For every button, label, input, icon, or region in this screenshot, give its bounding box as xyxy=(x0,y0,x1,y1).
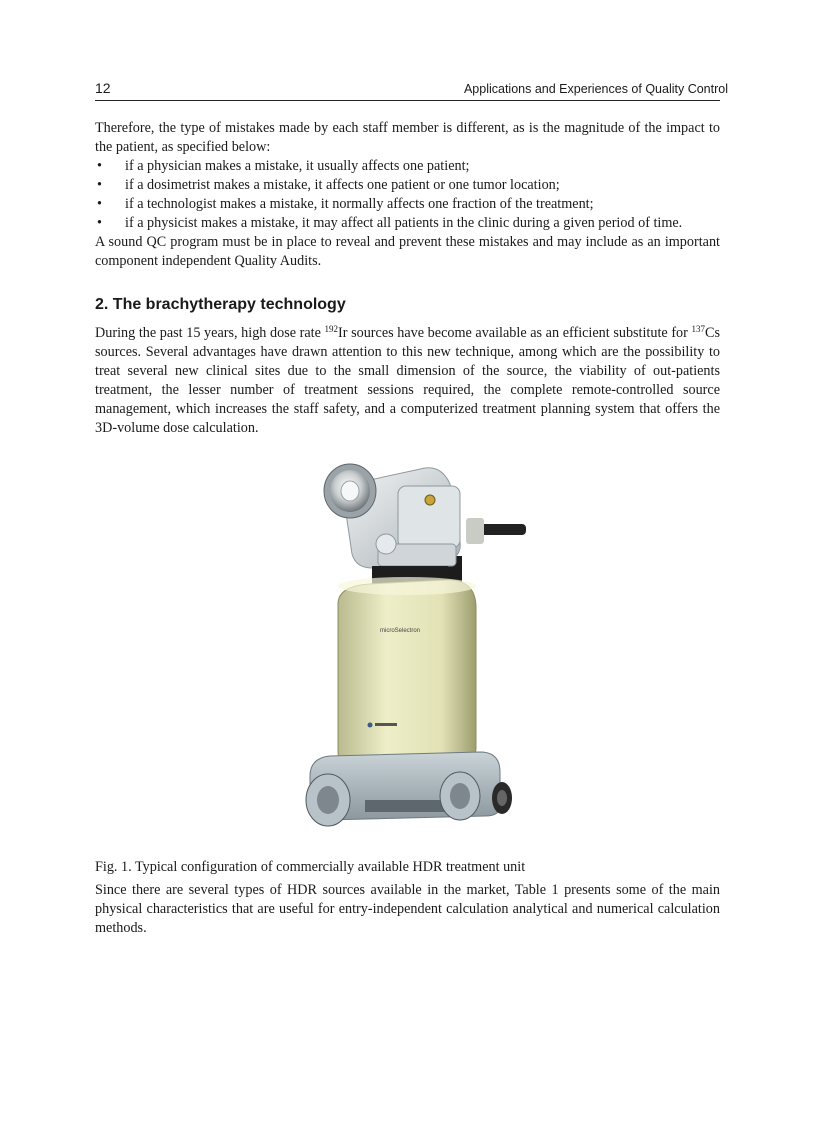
closing-paragraph: Since there are several types of HDR sources available in the market, Table 1 presents some of the main physical characteristics that are useful for entry-independent calculation analytical and numerical calculation methods. xyxy=(95,882,720,936)
page xyxy=(95,78,728,938)
bullet-icon: • xyxy=(97,158,102,174)
hdr-unit-image xyxy=(280,456,530,836)
page-number: 12 xyxy=(95,80,111,96)
bullet-icon: • xyxy=(97,177,102,193)
figure-caption: Fig. 1. Typical configuration of commercially available HDR treatment unit xyxy=(95,859,526,875)
mistake-list xyxy=(95,157,720,233)
device-label: microSelectron xyxy=(380,628,421,634)
qc-paragraph: A sound QC program must be in place to reveal and prevent these mistakes and may include as an important component independent Quality Audits. xyxy=(95,234,720,269)
section-heading: 2. The brachytherapy technology xyxy=(95,296,346,313)
list-item: • if a technologist makes a mistake, it normally affects one fraction of the treatment; xyxy=(97,196,594,212)
superscript-192: 192 xyxy=(324,324,339,334)
intro-paragraph: Therefore, the type of mistakes made by each staff member is different, as is the magnitude of the impact to the patient, as specified below: xyxy=(95,120,720,155)
list-item: • if a physician makes a mistake, it usually affects one patient; xyxy=(97,158,470,174)
running-title: Applications and Experiences of Quality Control xyxy=(463,82,728,96)
bullet-icon: • xyxy=(97,215,102,231)
brachytherapy-paragraph: During the past 15 years, high dose rate $^{192}$Ir sources have become available as an efficient substitute for $^{137}$Cs sources. Several advantages have drawn attention to this new technique, among which are the possibility to treat several new clinical sites due to the small dimension of the source, the viability of out-patients treatment, the lesser number of treatment sessions required, the complete remote-controlled source management, which increases the staff safety, and a computerized treatment planning system that offers the 3D-volume dose calculation. xyxy=(95,324,720,436)
list-item: • if a dosimetrist makes a mistake, it affects one patient or one tumor location; xyxy=(97,177,560,193)
running-header xyxy=(95,78,728,101)
hdr-unit-figure xyxy=(95,456,720,846)
list-item: • if a physicist makes a mistake, it may affect all patients in the clinic during a given period of time. xyxy=(97,215,683,231)
superscript-137: 137 xyxy=(691,324,706,334)
bullet-icon: • xyxy=(97,196,102,212)
